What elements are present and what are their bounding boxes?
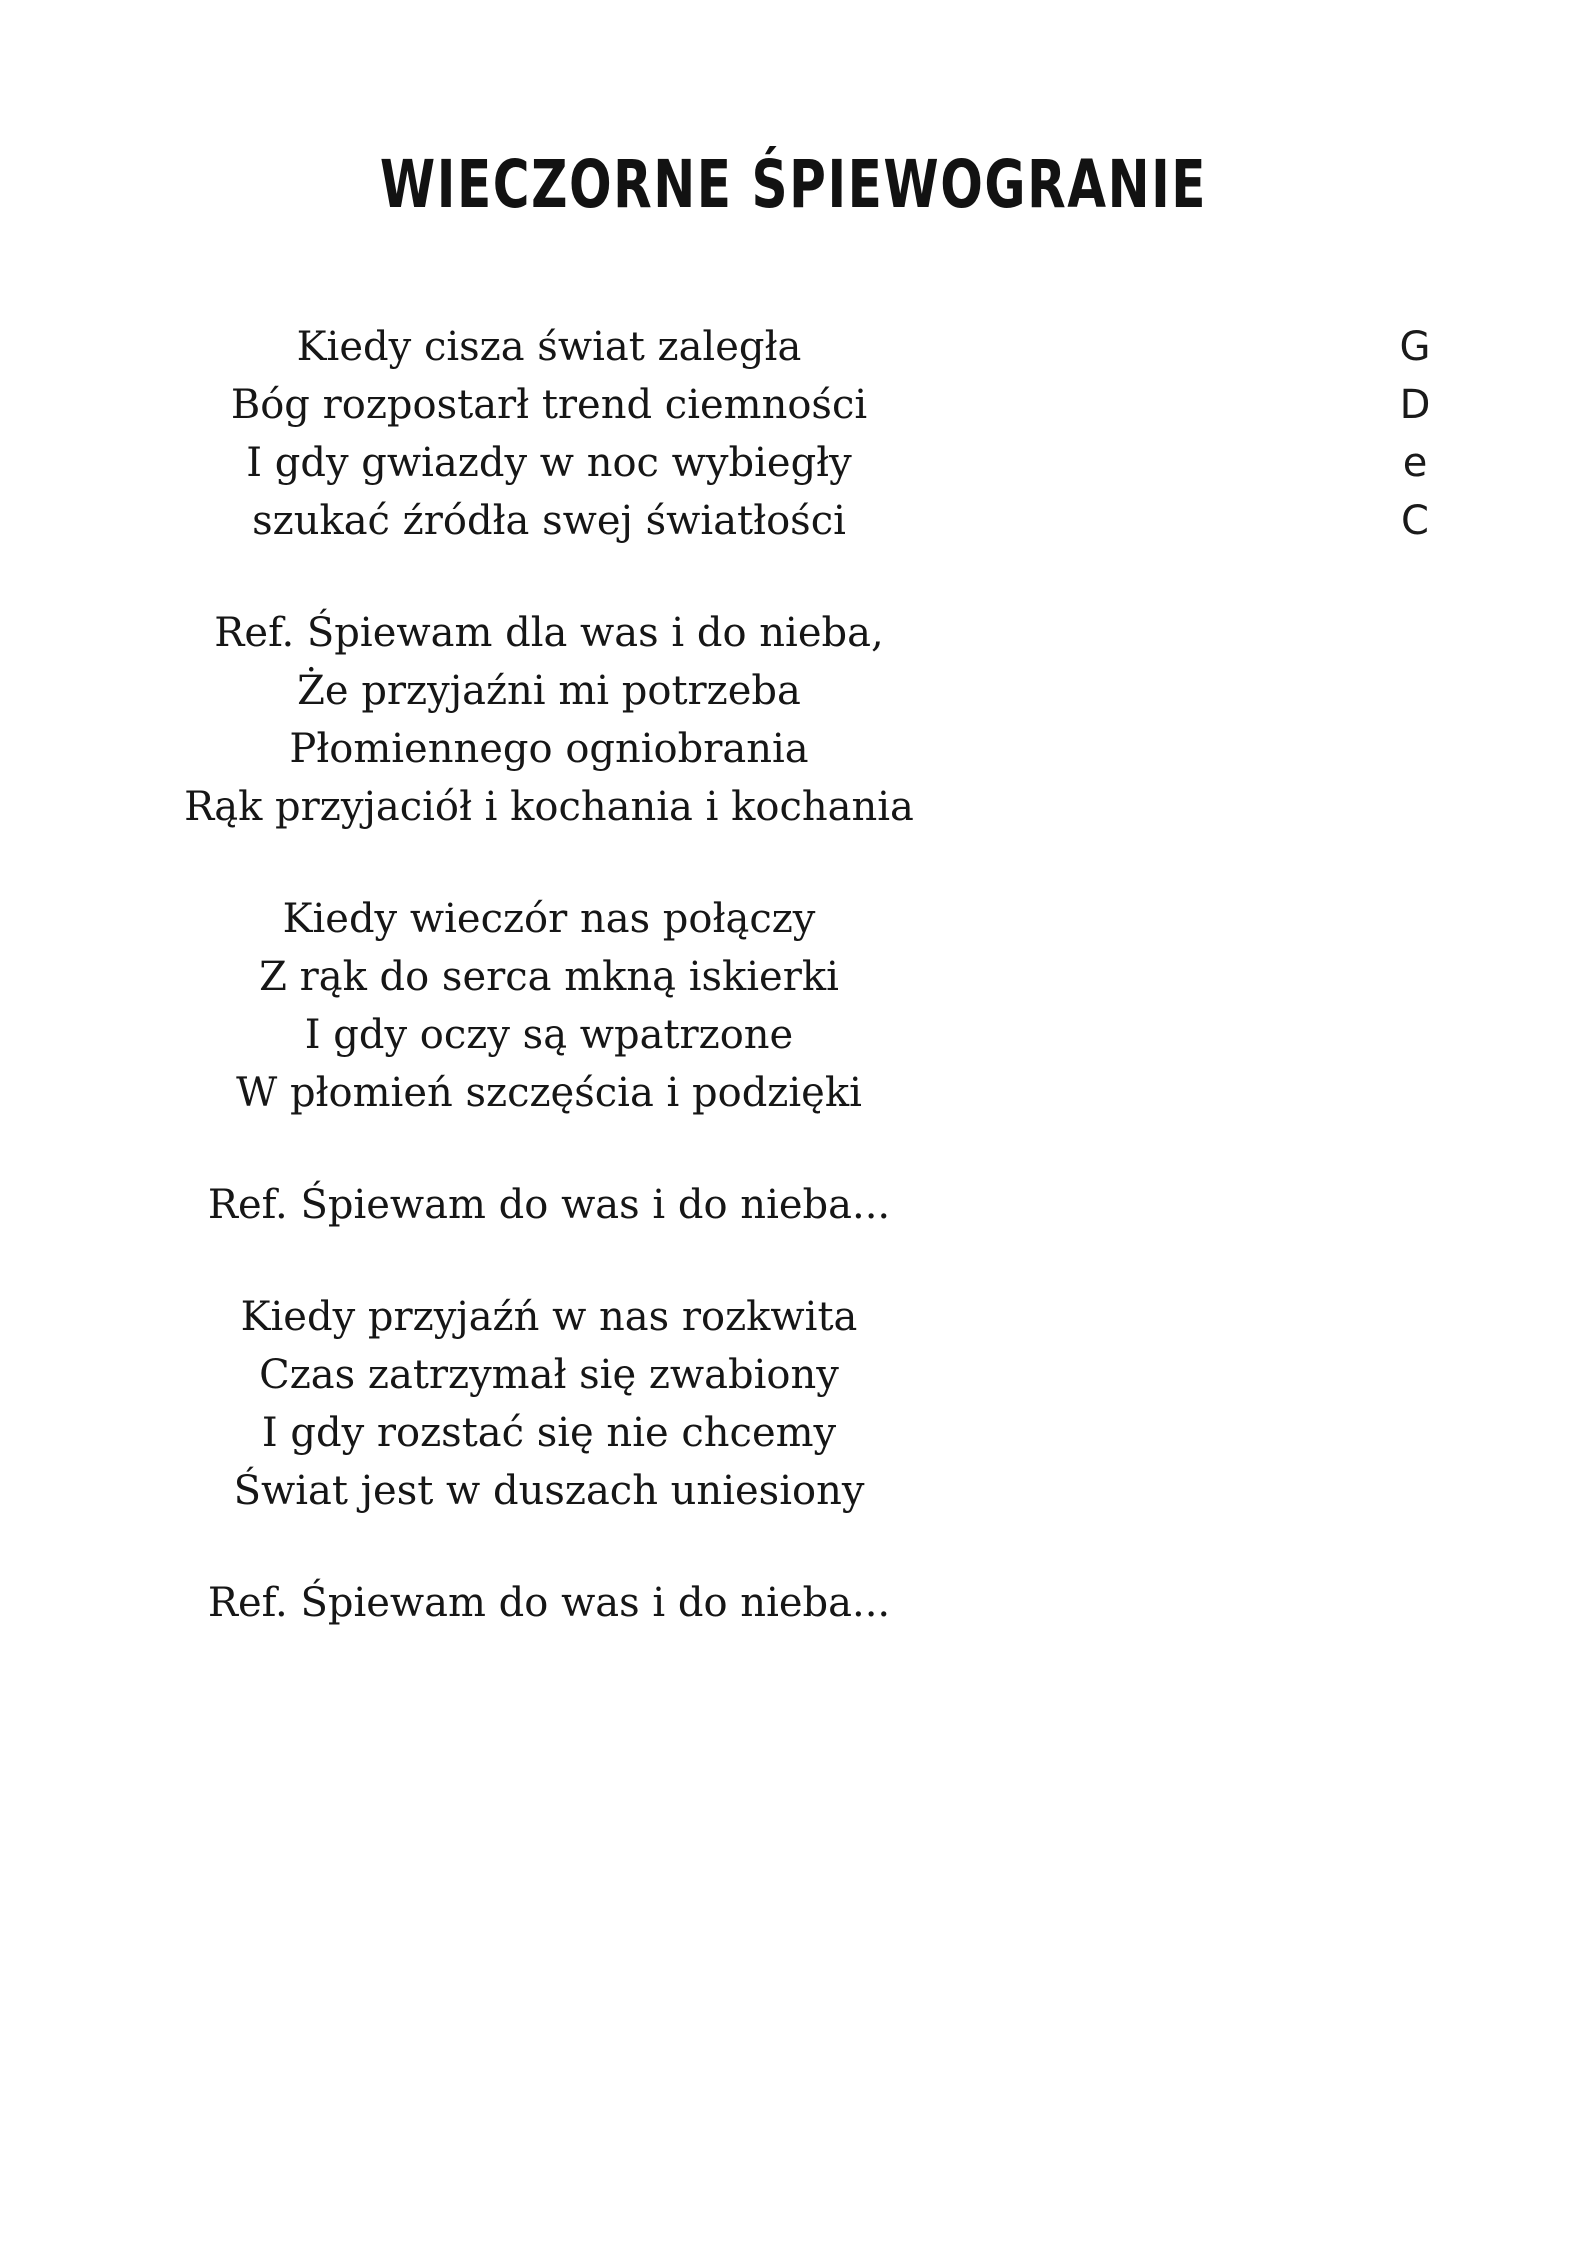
lyric-line: szukać źródła swej światłości bbox=[252, 498, 846, 544]
stanza-verse-3 bbox=[0, 1288, 1098, 1520]
lyric-line: Płomiennego ogniobrania bbox=[289, 726, 809, 772]
chord-label: e bbox=[1402, 440, 1428, 486]
lyric-line: Kiedy cisza świat zaległa bbox=[296, 324, 802, 370]
lyric-line: Ref. Śpiewam do was i do nieba... bbox=[207, 1580, 891, 1626]
lyric-line: Że przyjaźni mi potrzeba bbox=[297, 668, 801, 714]
lyric-line: Z rąk do serca mkną iskierki bbox=[259, 954, 839, 1000]
lyric-line: Ref. Śpiewam dla was i do nieba, bbox=[214, 610, 884, 656]
lyric-line: I gdy gwiazdy w noc wybiegły bbox=[246, 440, 852, 486]
song-title: WIECZORNE ŚPIEWOGRANIE bbox=[379, 146, 1208, 223]
lyric-line: Kiedy wieczór nas połączy bbox=[282, 896, 816, 942]
lyric-line: Bóg rozpostarł trend ciemności bbox=[230, 382, 868, 428]
chords-column bbox=[1379, 318, 1451, 550]
stanza-refrain bbox=[0, 604, 1098, 836]
stanza-verse-2 bbox=[0, 890, 1098, 1122]
lyric-line: W płomień szczęścia i podzięki bbox=[236, 1070, 862, 1116]
chord-label: G bbox=[1399, 324, 1431, 370]
lyric-line: Rąk przyjaciół i kochania i kochania bbox=[184, 784, 914, 830]
lyric-line: Ref. Śpiewam do was i do nieba... bbox=[207, 1182, 891, 1228]
lyrics-column bbox=[0, 318, 1098, 1686]
lyric-line: I gdy oczy są wpatrzone bbox=[304, 1012, 794, 1058]
stanza-verse-1 bbox=[0, 318, 1098, 550]
chord-label: C bbox=[1401, 498, 1429, 544]
stanza-refrain-short-1 bbox=[0, 1176, 1098, 1234]
chord-label: D bbox=[1399, 382, 1431, 428]
lyric-line: Czas zatrzymał się zwabiony bbox=[259, 1352, 839, 1398]
lyric-line: Świat jest w duszach uniesiony bbox=[233, 1468, 865, 1514]
lyric-line: Kiedy przyjaźń w nas rozkwita bbox=[240, 1294, 858, 1340]
stanza-refrain-short-2 bbox=[0, 1574, 1098, 1632]
lyric-line: I gdy rozstać się nie chcemy bbox=[261, 1410, 837, 1456]
